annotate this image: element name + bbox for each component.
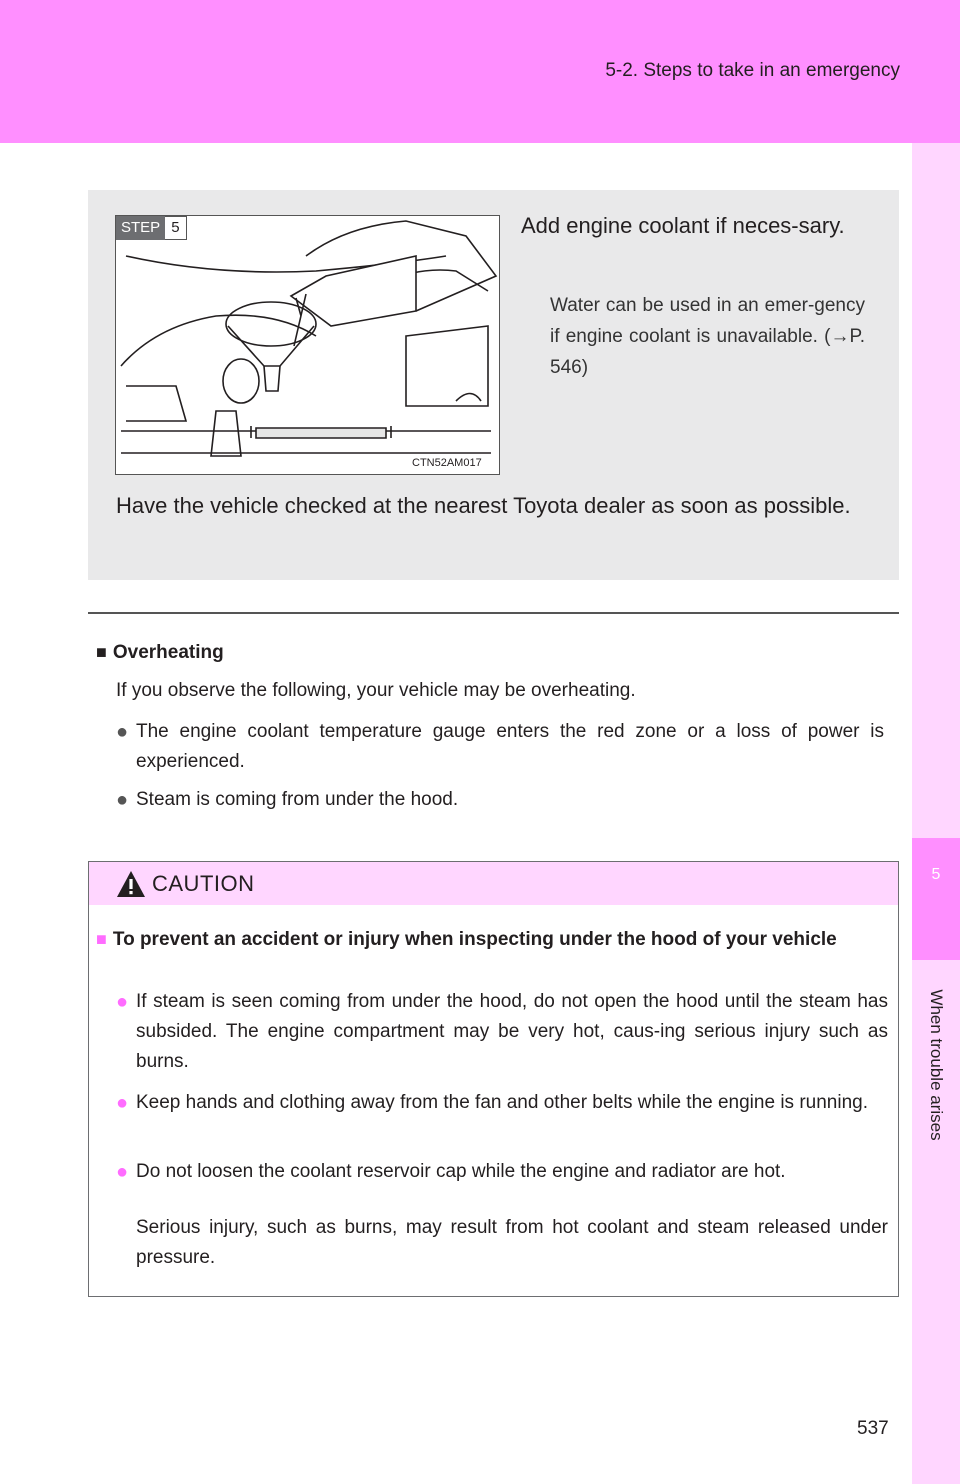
- dot-bullet-icon: ●: [116, 789, 129, 811]
- coolant-pouring-drawing: [116, 216, 499, 474]
- step-word: STEP: [116, 216, 165, 240]
- caution-title: CAUTION: [152, 871, 255, 896]
- caution-list-item-continued: [116, 1213, 888, 1273]
- caution-list-item-text: Serious injury, such as burns, may result from hot coolant and steam released under pressure.: [136, 1217, 888, 1268]
- caution-list-item: [116, 1157, 888, 1187]
- side-tab-strip: [912, 143, 960, 838]
- info-heading-text: Overheating: [112, 642, 224, 663]
- dot-bullet-icon: ●: [116, 991, 129, 1013]
- illustration-code: CTN52AM017: [412, 457, 482, 469]
- step-note: Water can be used in an emer-gency if engine coolant is unavailable. (→P. 546): [550, 295, 865, 378]
- caution-list-item: [116, 1088, 888, 1118]
- chapter-label: When trouble arises: [927, 989, 946, 1141]
- caution-subheading: [96, 924, 888, 955]
- caution-list-item: [116, 987, 888, 1077]
- dot-bullet-icon: ●: [116, 1092, 129, 1114]
- page-number: 537: [857, 1418, 889, 1439]
- info-list-item-text: The engine coolant temperature gauge enters the red zone or a loss of power is experienced.: [136, 721, 884, 772]
- side-tab-active: [912, 838, 960, 960]
- info-intro: If you observe the following, your vehicle may be overheating.: [116, 680, 636, 701]
- section-divider: [88, 612, 899, 614]
- warning-triangle-icon: [116, 870, 146, 898]
- info-heading: [96, 642, 224, 664]
- coolant-illustration: [115, 215, 500, 475]
- square-bullet-icon: ■: [96, 642, 107, 662]
- caution-subheading-text: To prevent an accident or injury when inspecting under the hood of your vehicle: [112, 929, 837, 950]
- section-title: 5-2. Steps to take in an emergency: [605, 60, 900, 81]
- caution-list-item-text: Keep hands and clothing away from the fan and other belts while the engine is running.: [136, 1092, 868, 1113]
- chapter-number: 5: [931, 866, 941, 883]
- side-tab-strip-bottom: [912, 1170, 960, 1484]
- square-bullet-icon: ■: [96, 929, 107, 949]
- dot-bullet-icon: ●: [116, 1161, 129, 1183]
- dot-bullet-icon: ●: [116, 721, 129, 743]
- step-number: 5: [165, 216, 186, 240]
- caution-list-item-text: Do not loosen the coolant reservoir cap while the engine and radiator are hot.: [136, 1161, 786, 1182]
- step-badge: [116, 216, 187, 240]
- info-list-item-text: Steam is coming from under the hood.: [136, 789, 459, 810]
- info-list-item: [116, 785, 884, 815]
- step-followup: Have the vehicle checked at the nearest Toyota dealer as soon as possible.: [116, 493, 851, 518]
- caution-list-item-text: If steam is seen coming from under the hood, do not open the hood until the steam has subsided. The engine compartment may be very hot, caus-ing serious injury such as burns.: [136, 991, 888, 1072]
- step-heading: Add engine coolant if neces-sary.: [521, 213, 845, 238]
- info-list-item: [116, 717, 884, 777]
